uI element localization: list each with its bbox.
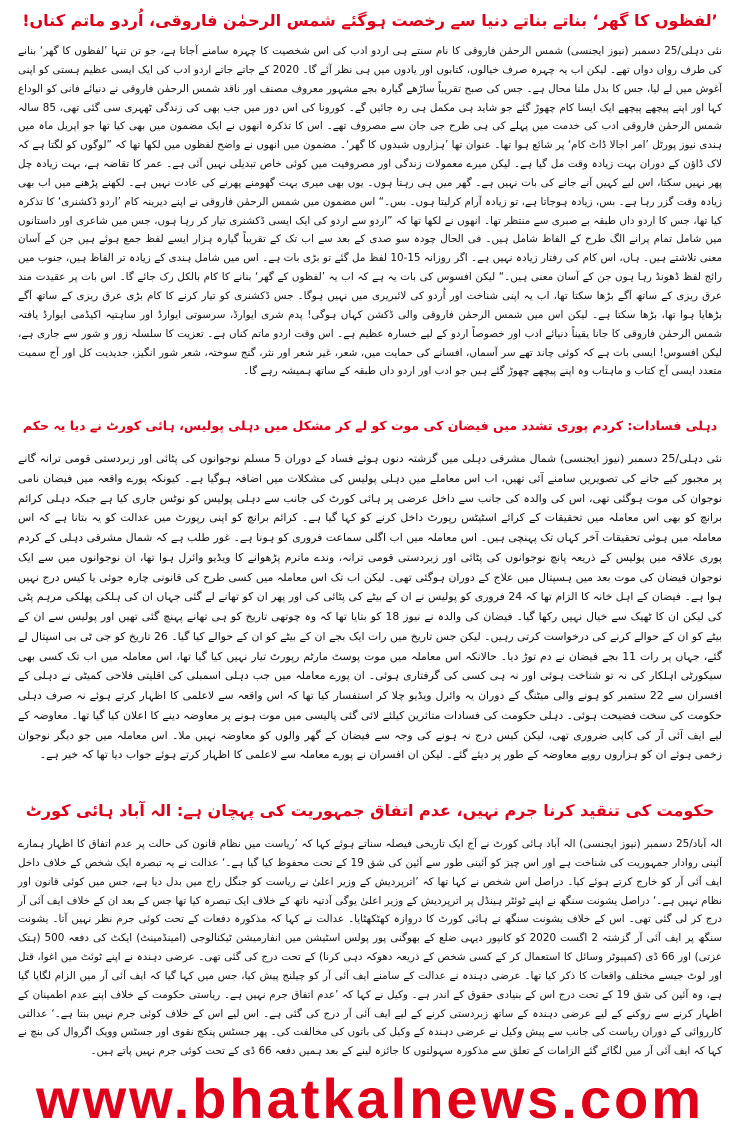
article-body: نئی دہلی/25 دسمبر (نیوز ایجنسی) شمال مشرقی دہلی میں گزشتہ دنوں ہوئے فساد کے دوران 5 مسلم نوجوانوں کی پٹائی اور زبردستی قومی ترانہ گانے پر مجبور کیے جانے کی تصویریں سامنے آئی تھیں، اب اس معاملے میں دہلی پولیس کی مشکلات میں اضافہ ہوگیا ہے۔ کیونکہ پورے واقعہ میں فیضان نامی نوجوان کی موت ہوگئی تھی، اس کی والدہ کی جانب سے داخل عرضی پر ہائی کورٹ کی جانب سے دہلی پولیس کو نوٹس جاری کیا ہے جبکہ دہلی کرائم برانچ کو بھی اس معاملہ میں تحقیقات کے کرائے اسٹیٹس رپورٹ داخل کرنے کو کہا گیا ہے۔ کرائم برانچ کو اپنی رپورٹ میں عدالت کو یہ بتانا ہے کہ اس معاملہ میں ہوئی تحقیقات آخر کہاں تک پہنچی ہیں۔ اس معاملہ میں اب اگلی سماعت فروری کو ہونا ہے۔ غور طلب ہے کہ شمال مشرقی دہلی کے کردم پوری علاقہ میں پولیس کے ذریعہ پانچ نوجوانوں کی پٹائی اور زبردستی قومی ترانہ، وندے ماترم پڑھوانے کا ویڈیو وائرل ہوا تھا، ان نوجوانوں میں سے ایک نوجوان فیضان کی موت بعد میں ہسپتال میں علاج کے دوران ہوگئی تھی۔ لیکن اب تک اس معاملہ میں کسی طرح کی قانونی چارہ جوئی یا کیس درج نہیں ہوا ہے۔ فیضان کے اہل خانہ کا الزام تھا کہ 24 فروری کو پولیس نے ان کے بیٹے کی پٹائی کی اور پھر ان کو تھانے لے گئی جہاں ان کی ہلکی پھلکی مرہم پٹی کی لیکن ان کا ٹھیک سے خیال نہیں رکھا گیا۔ فیضان کی والدہ نے نیوز 18 کو بتایا تھا کہ وہ چوتھی تاریخ کو ہی تھانے پہنچ گئی تھیں اور پولیس سے ان کے بیٹے کو ان کے حوالے کرنے کی درخواست کرتی رہیں۔ لیکن جس تاریخ میں رات ایک بجے ان کے بیٹے کو ان کے حوالے کیا گیا۔ 26 تاریخ کو جی ٹی بی اسپتال لے گئے، جہاں پر رات 11 بجے فیضان نے دم توڑ دیا۔ حالانکہ اس معاملہ میں موت پوسٹ مارٹم رپورٹ تیار نہیں کیا گیا تھا، اس معاملہ میں اب تک کسی بھی سیکورٹی اہلکار کی نہ تو شناخت ہوئی اور نہ ہی کسی کی گرفتاری ہوئی۔ ان پورے معاملہ میں جب دہلی اسمبلی کی اقلیتی فلاحی کمیٹی نے دہلی کے افسران سے 22 ستمبر کو ہونے والی میٹنگ کے دوران یہ وائرل ویڈیو چلا کر استفسار کیا تھا کہ اس واقعہ سے لاعلمی کا اظہار کرتے ہوئے نہ صرف دہلی حکومت کی سخت فضیحت ہوئی۔ دہلی حکومت کی فسادات متاثرین کیلئے لائی گئی پالیسی میں موت ہونے پر معاوضہ دینے کا اعلان کیا گیا تھا۔ معاوضہ کے لیے ایف آئی آر کی کاپی ضروری تھی، لیکن کیس درج نہ ہونے کی وجہ سے فیضان کے گھر والوں کو معاوضہ نہیں ملا۔ اس معاملہ میں جو دیگر نوجوان زخمی ہوئے ان کو ہزاروں روپے معاوضہ کے طور پر دیئے گئے۔ لیکن ان افسران نے پورے معاملہ سے لاعلمی کا اظہار کرتے ہوئے جواب دیا تھا کہ خیر ہے۔ xyxy=(18,452,722,762)
article-headline: ’لفظوں کا گھر‘ بناتے بناتے دنیا سے رخصت ہوگئے شمس الرحمٰن فاروقی، اُردو ماتم کناں! xyxy=(22,11,718,30)
site-url-footer: www.bhatkalnews.com xyxy=(36,1067,704,1130)
article-headline: حکومت کی تنقید کرنا جرم نہیں، عدم اتفاق جمہوریت کی پہچان ہے: الہ آباد ہائی کورٹ xyxy=(25,801,715,820)
article-headline: دہلی فسادات: کردم پوری تشدد میں فیضان کی موت کو لے کر مشکل میں دہلی پولیس، ہائی کورٹ نے دیا یہ حکم xyxy=(22,418,718,433)
article-faruqi-obituary xyxy=(18,4,722,381)
article-body: الہ آباد/25 دسمبر (نیوز ایجنسی) الہ آباد ہائی کورٹ نے آج ایک تاریخی فیصلہ سناتے ہوئے کہا کہ ’ریاست میں نظام قانون کی حالت پر عدم اتفاق کا اظہار ہمارے آئینی روادار جمہوریت کی شناخت ہے اور اس چیز کو آئینی طور سے آئین کی شق 19 کے تحت محفوظ کیا گیا ہے۔‘ عدالت نے یہ تبصرہ ایک شخص کے خلاف داخل ایف آئی آر کو خارج کرتے ہوئے کیا۔ دراصل اس شخص نے کہا تھا کہ ’اترپردیش کے وزیر اعلیٰ نے ریاست کو جنگل راج میں بدل دیا ہے، جس میں کوئی قانون اور نظام نہیں ہے۔‘ دراصل یشونت سنگھ نے اپنے ٹوئٹر ہینڈل پر اترپردیش کے وزیر اعلیٰ یوگی آدتیہ ناتھ کے خلاف ایک تبصرہ کیا تھا جس کے بعد ان کے خلاف ایف آئی آر درج کر لی گئی تھی۔ اس کے خلاف یشونت سنگھ نے ہائی کورٹ کا دروازہ کھٹکھٹایا۔ عدالت نے کہا کہ مذکورہ دفعات کے تحت کوئی جرم نظر نہیں آتا۔ یشونت سنگھ پر ایف آئی آر گزشتہ 2 اگست 2020 کو کانپور دیہی ضلع کے بھوگنی پور پولس اسٹیشن میں انفارمیشن ٹیکنالوجی (امینڈمینٹ) ایکٹ کی دفعہ 500 (ہتک عزتی) اور 66 ڈی (کمپیوٹر وسائل کا استعمال کر کے کسی شخص کے ذریعہ دھوکہ دہی کرنا) کے تحت درج کی گئی تھی۔ عرضی دہندہ نے اپنے ٹوئٹ میں اغوا، قتل اور لوٹ جیسے مختلف واقعات کا ذکر کیا تھا۔ عرضی دہندہ نے عدالت کے سامنے ایف آئی آر کو چیلنج پیش کیا، جس میں کہا گیا کہ ایف آئی آر میں الزام لگایا گیا ہے، وہ آئین کی شق 19 کے تحت درج اس کے بنیادی حقوق کے اندر ہے۔ وکیل نے کہا کہ ’عدم اتفاق جرم نہیں ہے۔ ریاستی حکومت کے خلاف اپنے عدم اطمینان کے اظہار کرنے سے روکنے کے لیے عرضی دہندہ کے ساتھ زبردستی کرنے کے لیے ایف آئی آر درج کی گئی ہے۔ اس لیے اس کے خلاف کوئی جرم نہیں بنتا ہے۔‘ عدالتی کارروائی کے دوران ریاست کی جانب سے پیش وکیل نے عرضی دہندہ کے وکیل کی باتوں کی مخالفت کی۔ پھر جسٹس پنکج نقوی اور جسٹس وویک اگروال کی بنچ نے کہا کہ ایف آئی آر میں لگائے گئے الزامات کے تعلق سے مذکورہ سہولتوں کا جائزہ لینے کے بعد ہمیں دفعہ 66 ڈی کے تحت کوئی جرم نہیں پاتے ہیں۔ xyxy=(18,838,723,1058)
article-delhi-riots xyxy=(18,407,722,765)
article-body: نئی دہلی/25 دسمبر (نیوز ایجنسی) شمس الرحمٰن فاروقی کا نام سنتے ہی اردو ادب کی اس شخصیت کا چہرہ سامنے آجاتا ہے، جو تن تنہا ’لفظوں کا گھر‘ بنانے کی طرف رواں دواں تھے۔ لیکن اب یہ چہرہ صرف خیالوں، کتابوں اور یادوں میں ہی نظر آئے گا۔ 2020 کے جاتے جاتے اردو ادب کی ایک ایسی عظیم ہستی کو اپنی آغوش میں لے لیا، جس کا بدل ملنا محال ہے۔ جس کی صبح تقریباً ساڑھے گیارہ بجے مشہور معروف مصنف اور ناقد شمس الرحمٰن فاروقی نے دنیائے فانی کو الوداع کہا اور اپنے پیچھے پیچھے ایک ایسا کام چھوڑ گئے جو شاید ہی مکمل ہی رہ جائیں گے۔ کورونا کی اس دور میں جب بھی کی زندگی ٹھہری سی گئی تھی، 85 سالہ شمس الرحمٰن فاروقی ادب کی خدمت میں پہلے کی ہی طرح جی جان سے مصروف تھے۔ اس کا تذکرہ انھوں نے ایک مضمون میں بھی کیا تھا جو اپریل ماہ میں ہندی نیوز پورٹل ’امر اجالا ڈاٹ کام‘ پر شائع ہوا تھا۔ عنوان تھا ’ہزاروں شبدوں کا گھر‘۔ مضمون میں انھوں نے واضح لفظوں میں لکھا تھا کہ ”لوگوں کو لگتا ہے کہ لاک ڈاؤن کے دوران بہت زیادہ وقت مل گیا ہے۔ لیکن میرے معمولات زندگی اور مصروفیت میں کوئی خاص تبدیلی نہیں آئی ہے۔ عمر کا تقاضہ ہے، بہت زیادہ چل پھر نہیں سکتا، اس لیے کہیں آنے جانے کی بات نہیں ہے۔ گھر میں ہی رہتا ہوں۔ یوں بھی میری بہت گھومنے پھرنے کی عادت نہیں ہے۔ لکھنے پڑھنے میں اب بھی زیادہ وقت گزر رہا ہے۔ بس، زیادہ ہوجاتا ہے، تو زیادہ آرام کرلیتا ہوں۔ بس۔“ اس مضمون میں شمس الرحمٰن فاروقی نے اپنے دیرینہ کام ’اردو ڈکشنری‘ کا تذکرہ کیا تھا، جس کا اردو داں طبقہ بے صبری سے منتظر تھا۔ انھوں نے لکھا تھا کہ ”اردو سے اردو کی ایک ایسی ڈکشنری تیار کر رہا ہوں، جس میں شاعری اور داستانوں میں شامل تمام پرانے الگ طرح کے الفاظ شامل ہیں۔ فی الحال چودہ سو صدی کے بعد سے اب تک کے تقریباً گیارہ ہزار ایسے لفظ جمع ہوئے ہیں جن کے آسان معنی تلاشتے ہیں۔ ہاں، اس کام کی رفتار زیادہ نہیں ہے۔ اگر روزانہ 15-10 لفظ مل گئے تو بڑی بات ہے۔ اس میں شامل ہندی کے زیادہ تر الفاظ ہیں، جنوب میں رائج لفظ ڈھونڈ رہا ہوں جن کے آسان معنی ہیں۔“ لیکن افسوس کی بات یہ ہے کہ اب یہ ’لفظوں کے گھر‘ بنانے کا کام بالکل رک جائے گا۔ اس بات پر عقیدت مند عرق ریزی کے ساتھ آگے بڑھا سکتا تھا، اب یہ اپنی شناخت اور اُردو کی لائبریری میں نہیں ہوگا۔ جس ڈکشنری کو تیار کرنے کا کام بڑی عرق ریزی کے ساتھ آگے بڑھایا ہوا تھا، بڑھا سکتا ہے۔ لیکن اس میں شمس الرحمٰن فاروقی والی ڈکشن کہاں ہوگی! پدم شری ایوارڈ، سرسوتی ایوارڈ اور ساہتیہ اکیڈمی ایوارڈ یافتہ شمس الرحمٰن فاروقی کا جانا یقیناً دنیائے ادب اور خصوصاً اردو کے لیے خسارہ عظیم ہے۔ اس وقت اردو ماتم کناں ہے۔ تعزیت کا سلسلہ زور و شور سے جاری ہے، لیکن افسوس! ایسی بات ہے کہ کوئی چاند تھے سر آسماں، افسانے کی حمایت میں، شعر، غیر شعر اور نثر، گنج سوختہ، شعر شور انگیز، جدیدیت کل اور آج سمیت متعدد ایسی آج کتاب و ماہتاب وہ اپنے پیچھے چھوڑ گئے ہیں جو ادب اور اردو داں طبقہ کے ساتھ ہمیشہ رہے گا۔ xyxy=(18,45,723,378)
article-allahabad-high-court xyxy=(18,791,722,1061)
